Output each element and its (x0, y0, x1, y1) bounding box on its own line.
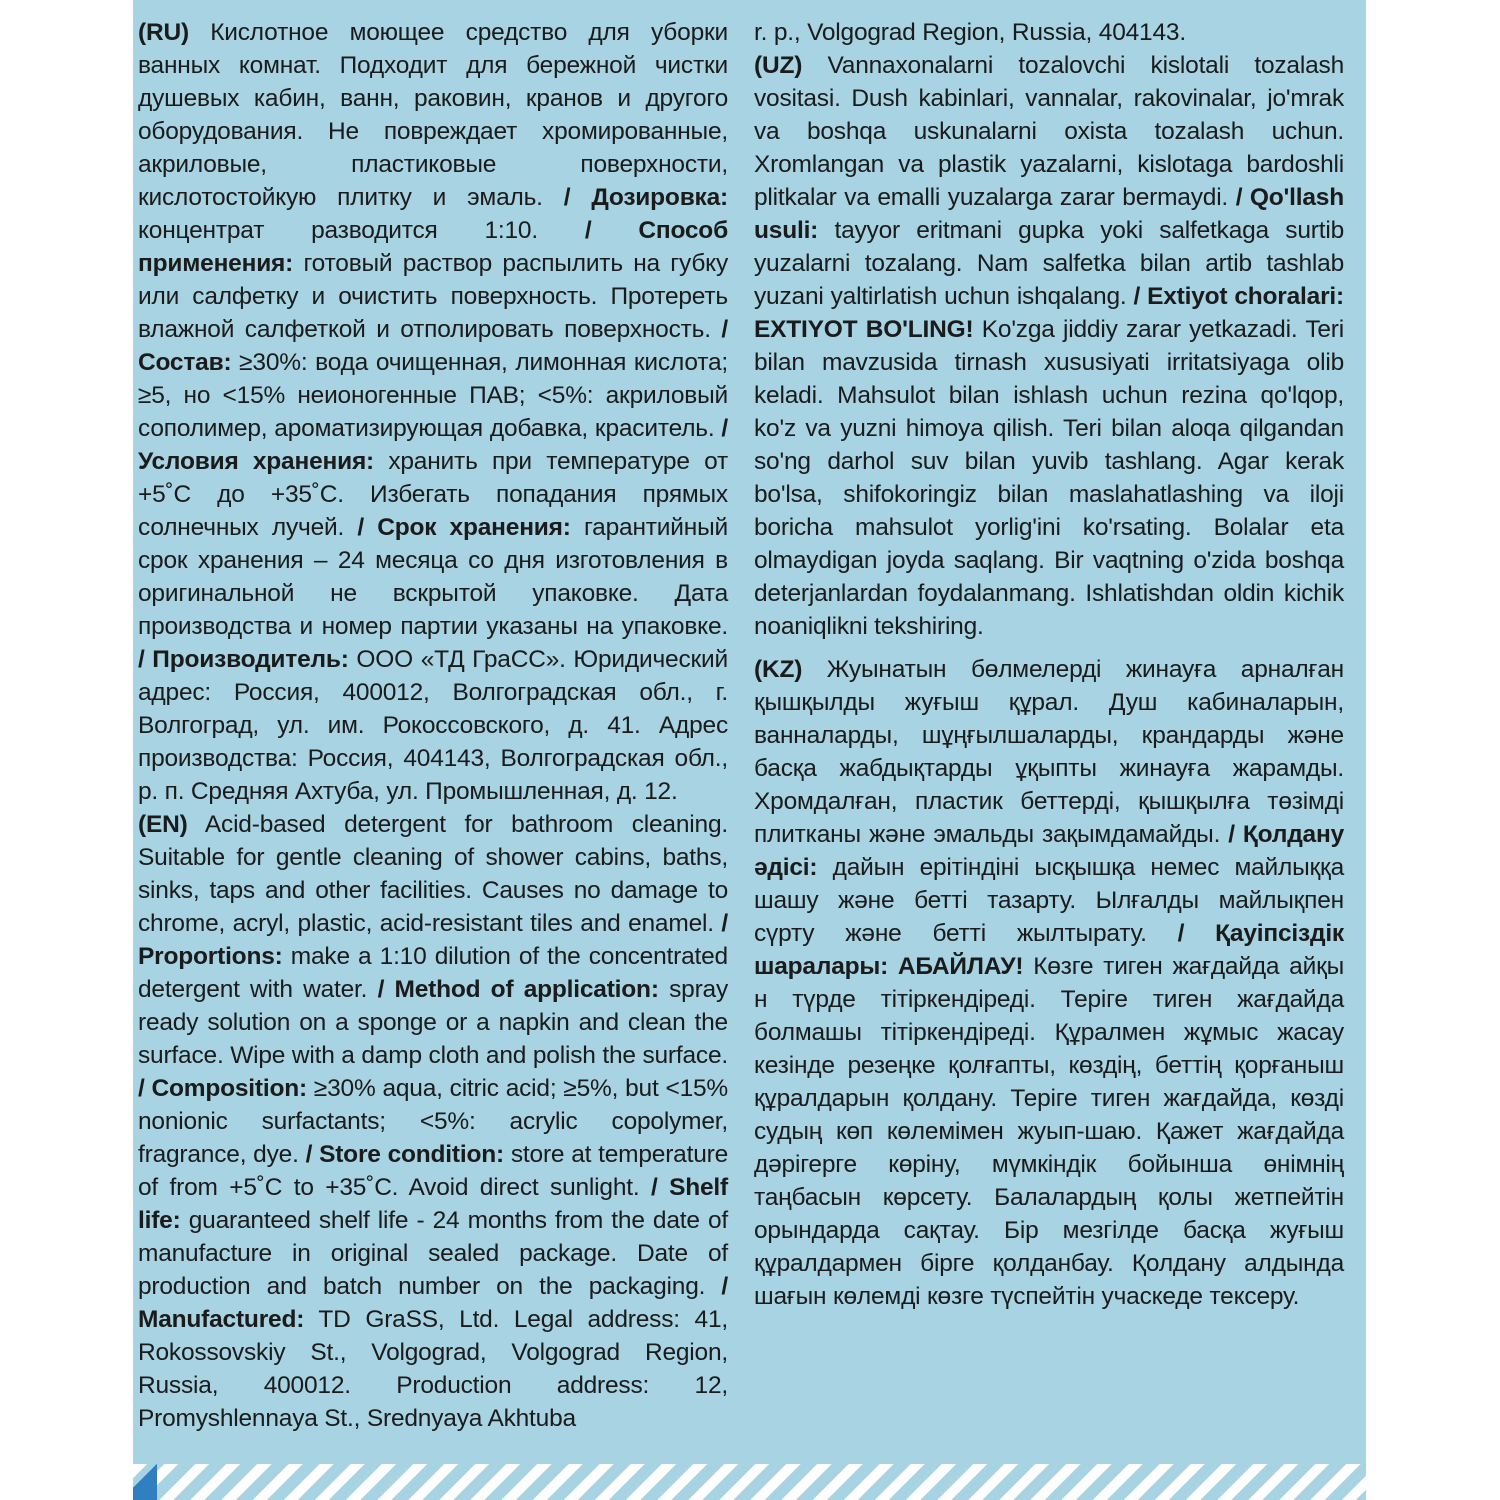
ru-maker-text: ООО «ТД ГраСС». Юридический адрес: Россия, 400012, Волгоградская обл., г. Волгоград, ул. им. Рокоссовского, д. 41. Адрес производства: Россия, 404143, Волгоградская обл., р. п. Средняя Ахтуба, ул. Промышленная, д. 12. (138, 646, 729, 805)
ru-composition-text: ≥30%: вода очищенная, лимонная кислота; ≥5, но <15% неионогенные ПАВ; <5%: акриловый сополимер, ароматизирующая добавка, краситель. (138, 349, 728, 442)
ru-maker-label: / Производитель: (138, 646, 349, 673)
kz-caution-text: Көзге тиген жағдайда айқы н түрде тітіркендіреді. Теріге тиген жағдайда болмашы тітіркендіреді. Құралмен жұмыс жасау кезінде резеңке қолғапты, көздің, беттің қорғаныш құралдарын қолдану. Теріге тиген жағдайда, көзді судың көп көлемімен жуып-шаю. Қажет жағдайда дәрігерге көріну, мүмкіндік бойынша өнімнің таңбасын көрсету. Балалардың қолы жетпейтін орындарда сақтау. Бір мезгілде басқа жуғыш құралдармен бірге қолданбау. Қолдану алдында шағын көлемді көзге түспейтін учаскеде тексеру. (754, 953, 1345, 1310)
en-continued (754, 16, 1344, 49)
en-composition-text: ≥30% aqua, citric acid; ≥5%, but <15% nonionic surfactants; <5%: acrylic copolymer, fragrance, dye. (138, 1075, 728, 1168)
ru-method-label: / Способ применения: (138, 217, 729, 277)
right-column (754, 16, 1344, 1313)
en-proportions-text: make a 1:10 dilution of the concentrated detergent with water. (138, 943, 728, 1003)
ru-method-text: готовый раствор распылить на губку или салфетку и очистить поверхность. Протереть влажной салфеткой и отполировать поверхность. (138, 250, 728, 343)
ru-composition-label: / Состав: (138, 316, 729, 376)
ru-dosage-label: / Дозировка: (563, 184, 729, 211)
uz-section (754, 49, 1344, 643)
uz-intro: Vannaxonalarni tozalovchi kislotali tozalash vositasi. Dush kabinlari, vannalar, rakovinalar, jo'mrak va boshqa uskunalarni oxista tozalash uchun. Xromlangan va plastik yazalarni, kislotaga bardoshli plitkalar va emalli yuzalarga zarar bermaydi. (754, 52, 1344, 211)
en-method-label: / Method of application: (377, 976, 659, 1003)
ru-intro: Кислотное моющее средство для уборки ванных комнат. Подходит для бережной чистки душевых кабин, ванн, раковин, кранов и другого оборудования. Не повреждает хромированные, акриловые, пластиковые поверхности, кислотостойкую плитку и эмаль. (138, 19, 728, 211)
en-intro: Acid-based detergent for bathroom cleaning. Suitable for gentle cleaning of shower cabins, baths, sinks, taps and other facilities. Causes no damage to chrome, acryl, plastic, acid-resistant tiles and enamel. (138, 811, 728, 937)
corner-accent (133, 1464, 157, 1500)
left-column (138, 16, 728, 1435)
en-shelf-text: guaranteed shelf life - 24 months from the date of manufacture in original sealed package. Date of production and batch number on the packaging. (138, 1207, 729, 1300)
en-shelf-label: / Shelf life: (138, 1174, 728, 1234)
uz-lang-tag: (UZ) (754, 52, 803, 79)
ru-lang-tag: (RU) (138, 19, 189, 46)
uz-method-text: tayyor eritmani gupka yoki salfetkaga surtib yuzalarni tozalang. Nam salfetka bilan artib tashlab yuzani yaltirlatish uchun ishqalang. (754, 217, 1345, 310)
en-proportions-label: / Proportions: (138, 910, 729, 970)
uz-caution-label: / Extiyot choralari: EXTIYOT BO'LING! (754, 283, 1344, 343)
en-maker-text: TD GraSS, Ltd. Legal address: 41, Rokossovskiy St., Volgograd, Volgograd Region, Russia, 400012. Production address: 12, Promyshlennaya St., Srednyaya Akhtuba (138, 1306, 728, 1432)
ru-shelf-label: / Срок хранения: (357, 514, 571, 541)
en-continued-text: r. p., Volgograd Region, Russia, 404143. (754, 19, 1186, 46)
kz-method-text: дайын ерітіндіні ысқышқа немес майлыққа шашу және бетті тазарту. Ылғалды майлықпен сүрту және бетті жылтырату. (754, 854, 1344, 947)
ru-storage-label: / Условия хранения: (138, 415, 728, 475)
en-storage-text: store at temperature of from +5˚C to +35˚C. Avoid direct sunlight. (138, 1141, 729, 1201)
en-maker-label: / Manufactured: (138, 1273, 728, 1333)
en-lang-tag: (EN) (138, 811, 188, 838)
ru-dosage-text: концентрат разводится 1:10. (138, 217, 538, 244)
kz-method-label: / Қолдану әдісі: (754, 821, 1345, 881)
en-section (138, 808, 728, 1435)
uz-method-label: / Qo'llash usuli: (754, 184, 1345, 244)
ru-storage-text: хранить при температуре от +5˚С до +35˚С. Избегать попадания прямых солнечных лучей. (138, 448, 728, 541)
kz-caution-label: / Қауіпсіздік шаралары: АБАЙЛАУ! (754, 920, 1344, 980)
kz-section (754, 653, 1344, 1313)
ru-shelf-text: гарантийный срок хранения – 24 месяца со дня изготовления в оригинальной не вскрытой упаковке. Дата производства и номер партии указаны на упаковке. (138, 514, 729, 640)
en-composition-label: / Composition: (138, 1075, 307, 1102)
uz-caution-text: Ko'zga jiddiy zarar yetkazadi. Teri bilan mavzusida tirnash xususiyati irritatsiyaga olib keladi. Mahsulot bilan ishlash uchun rezina qo'lqop, ko'z va yuzni himoya qilish. Teri bilan aloqa qilgandan so'ng darhol suv bilan yuvib tashlang. Agar kerak bo'lsa, shifokoringiz bilan maslahatlashing va iloji boricha mahsulot yorlig'ini ko'rsating. Bolalar eta olmaydigan joyda saqlang. Bir vaqtning o'zida boshqa deterjanlardan foydalanmang. Ishlatishdan oldin kichik noaniqlikni tekshiring. (754, 316, 1345, 640)
kz-lang-tag: (KZ) (754, 656, 803, 683)
kz-intro: Жуынатын бөлмелерді жинауға арналған қышқылды жуғыш құрал. Душ кабиналарын, ванналарды, шұңғылшаларды, крандарды және басқа жабдықтарды ұқыпты жинауға жарамды. Хромдалған, пластик беттерді, қышқылға төзімді плитканы және эмальды зақымдамайды. (754, 656, 1344, 848)
ru-section (138, 16, 728, 808)
en-method-text: spray ready solution on a sponge or a napkin and clean the surface. Wipe with a damp cloth and polish the surface. (138, 976, 729, 1069)
striped-border (133, 1464, 1366, 1500)
en-storage-label: / Store condition: (305, 1141, 504, 1168)
